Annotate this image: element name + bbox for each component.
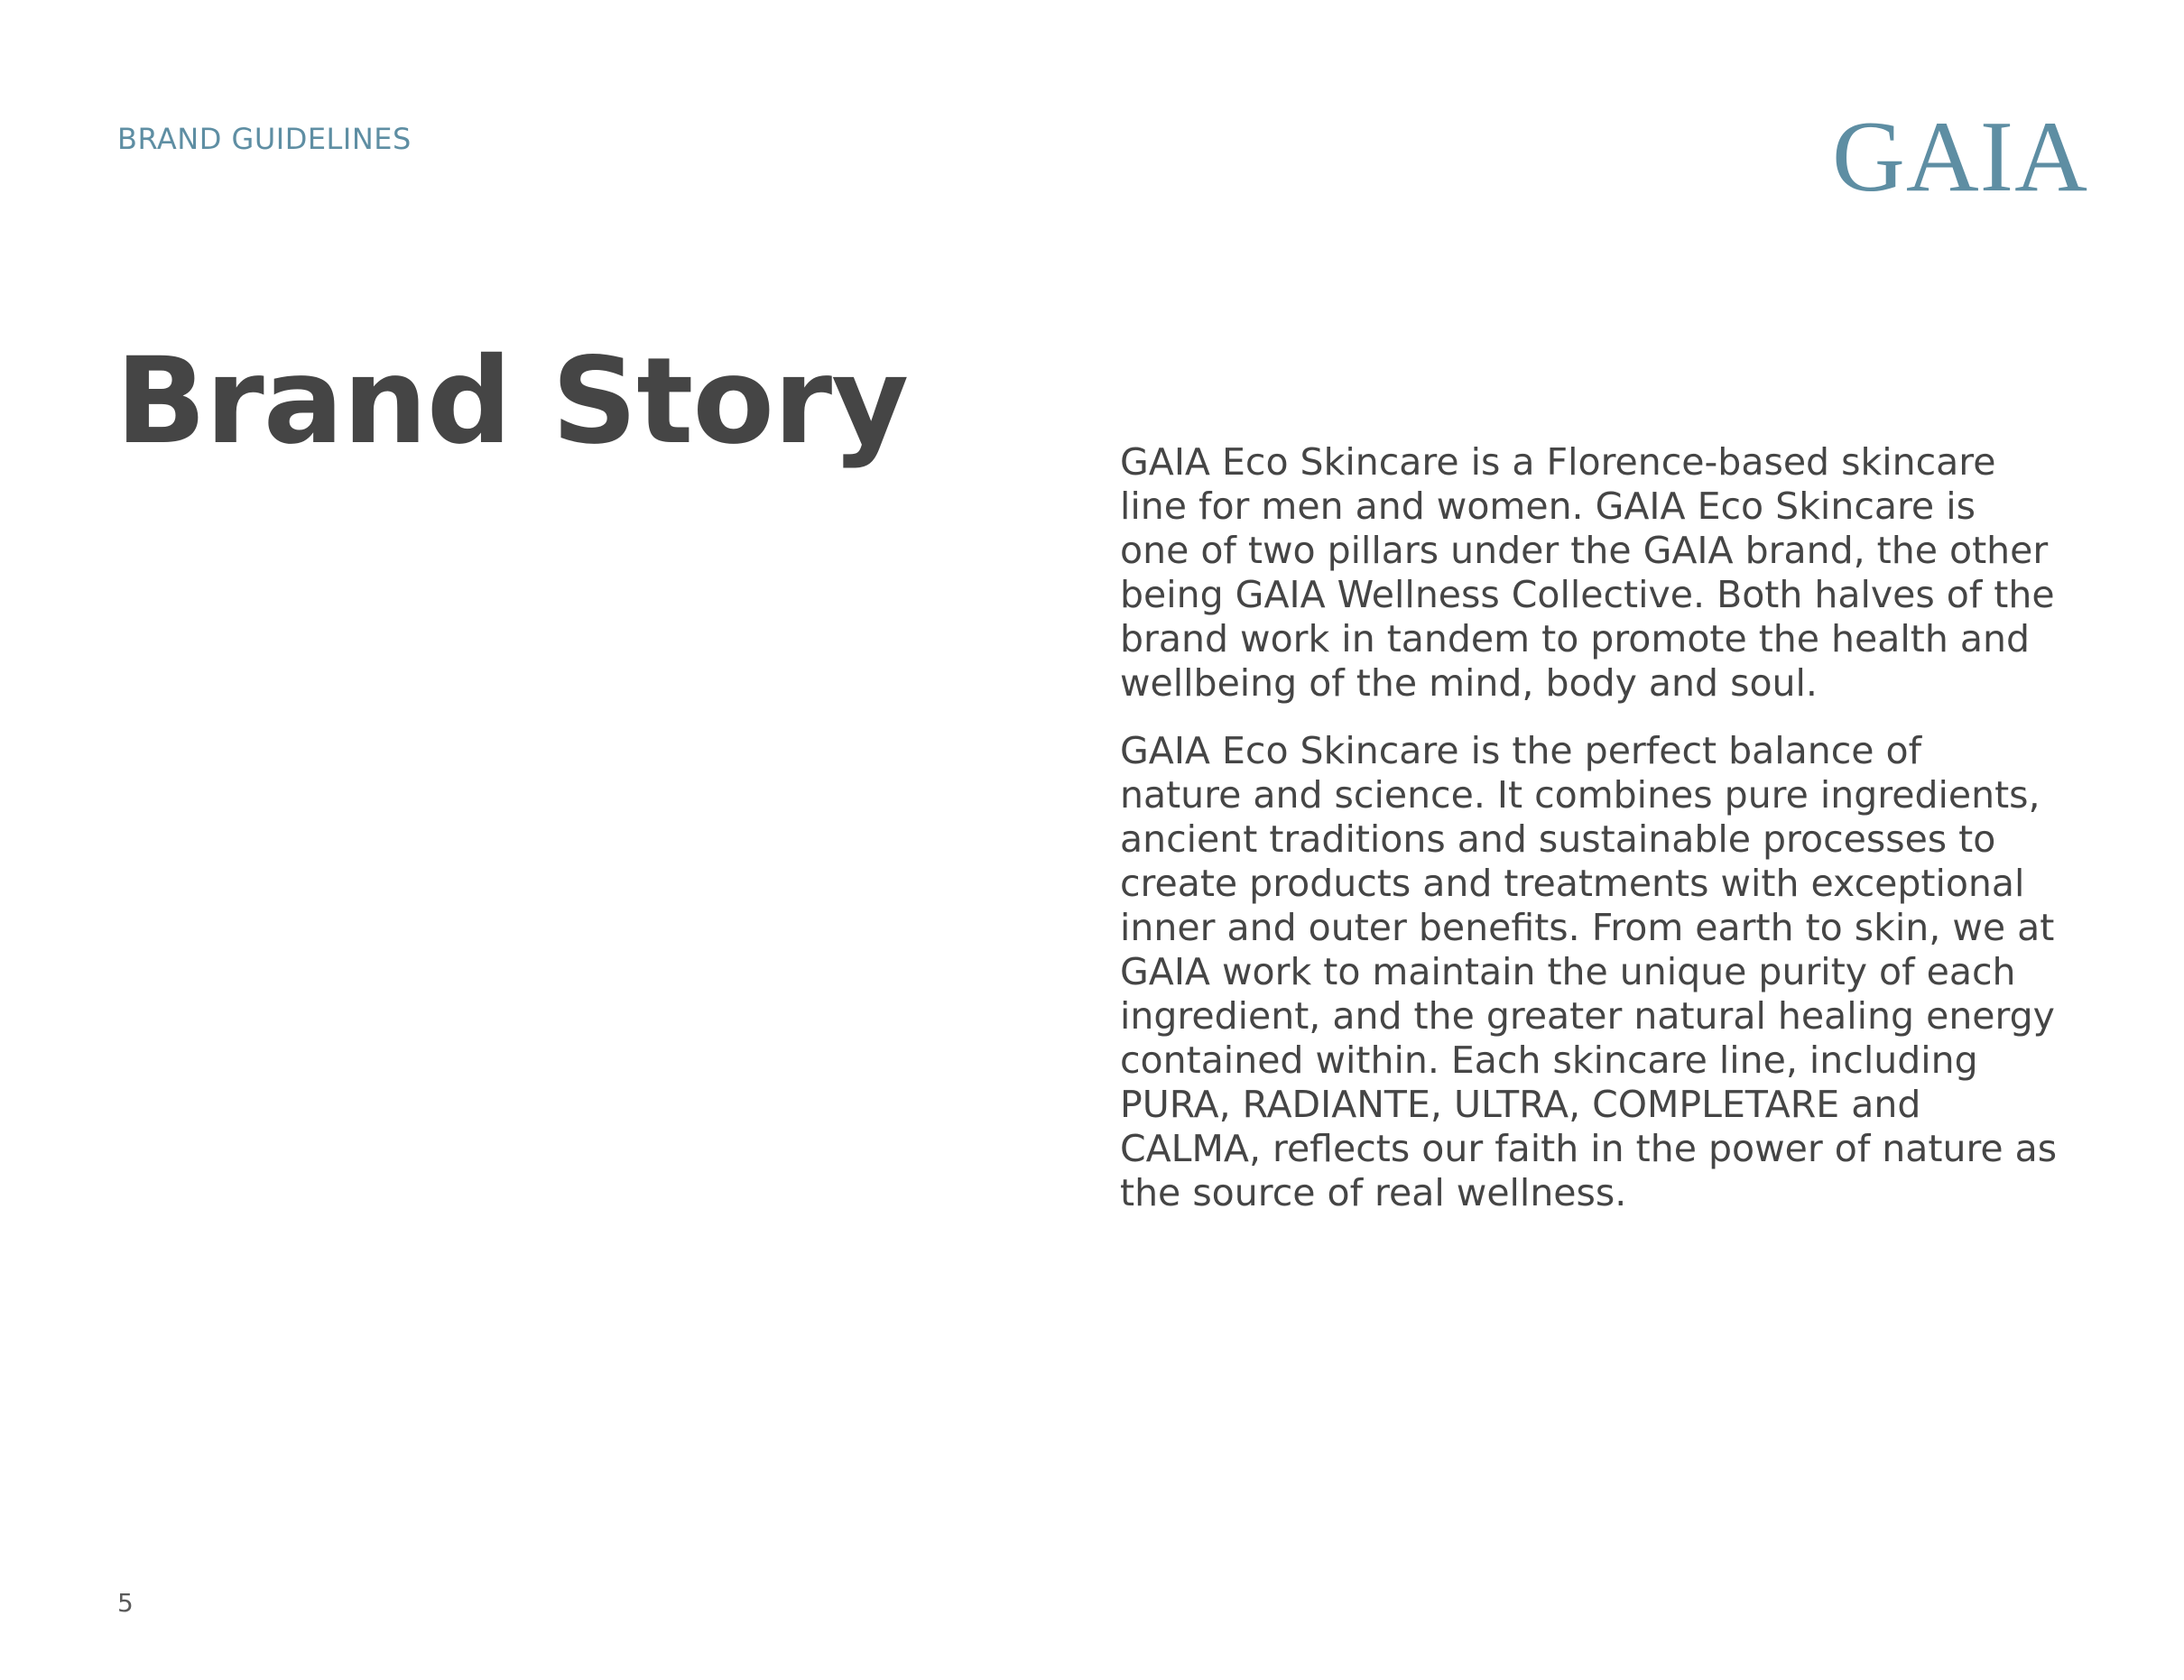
page-number: 5 [117,1588,134,1618]
brand-logo: GAIA [1832,101,2088,213]
brand-story-body [1120,440,2095,1239]
body-paragraph-2: GAIA Eco Skincare is the perfect balance of nature and science. It combines pure ingredients, ancient traditions and sustainable processes to create products and treatments with exceptional inner and outer benefits. From earth to skin, we at GAIA work to maintain the unique purity of each ingredient, and the greater natural healing energy contained within. Each skincare line, including PURA, RADIANTE, ULTRA, COMPLETARE and CALMA, reflects our faith in the power of nature as the source of real wellness. [1120,729,2058,1214]
body-paragraph-1: GAIA Eco Skincare is a Florence-based skincare line for men and women. GAIA Eco Skincare is one of two pillars under the GAIA brand, the other being GAIA Wellness Collective. Both halves of the brand work in tandem to promote the health and wellbeing of the mind, body and soul. [1120,440,2055,705]
section-label: BRAND GUIDELINES [117,122,412,156]
page-title: Brand Story [116,332,909,472]
